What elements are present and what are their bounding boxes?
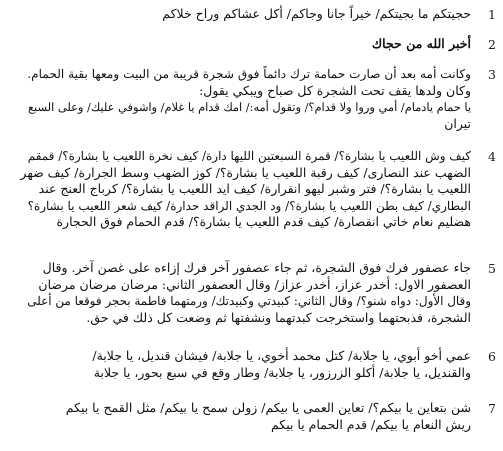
item-number: 2 [488,37,496,52]
text-line: اللعيب يا بشارة؟/ فتر وشبر ليهو انفرارة/ كيف ايد اللعيب يا بشارة؟/ كرباج العنج عند [38,181,471,197]
item-number: 3 [488,67,496,82]
text-line: العصفور الاول: أخدر عزاز، أخدر عزاز/ وقال العصفور الثاني: مرضان مرضان مرضان [38,276,471,292]
item-text [18,66,471,132]
item-number: 5 [488,261,496,276]
text-line: كيف وش اللعيب يا بشارة؟/ قمرة السبعتين الليها دارة/ كيف نخرة اللعيب يا بشارة؟/ قمقم [27,149,471,163]
item-text [18,260,471,326]
text-line: وكانت أمه بعد أن صارت حمامة ترك دائماً فوق شجرة قريبة من البيت ومعها بقية الحمام. [27,67,471,81]
text-line: الضهب عند النصارى/ كيف رقبة اللعيب يا بشارة؟/ كوز الضهب وسط الجرارة/ كيف ضهر [20,164,471,180]
item-number: 7 [488,401,496,416]
text-line: الشجرة، فذبحتهما واستخرجت كبدتهما ونشفتها ثم وضعت كل ذلك في حق. [86,309,471,325]
item-text [18,348,471,381]
text-line: عمي أخو أبوي، يا جلابة/ كتل محمد أخوي، يا جلابة/ فيشان قنديل، يا جلابة/ [92,348,471,363]
item-text [18,36,471,53]
text-line: تيران [444,115,471,131]
text-line: وكان ولدها يقف تحت الشجرة كل صباح ويبكي يقول: [199,82,471,98]
item-text [18,400,471,433]
text-line: يا حمام يادمام/ أمي وروا ولا قدام؟/ وتقول أمه:/ امك قدام يا غلام/ واشوفي عليك/ وعلى السبع [27,100,471,115]
text-line: وقال الأول: دواه شنو؟/ وقال الثاني: كبيدتي وكبيدتك/ ورمتهما فاطمة بحجر فوقعا من أعلى [27,294,471,309]
text-line: حجيتكم ما بجيتكم/ خيراً جانا وجاكم/ أكل عشاكم وراح خلاكم [162,6,471,21]
item-number: 1 [488,7,496,22]
item-number: 6 [488,349,496,364]
item-text [18,148,471,231]
text-line: شن بتعاين يا بيكم؟/ تعاين العمى يا بيكم/ زولن سمح يا بيكم/ مثل القمح يا بيكم [65,400,471,415]
text-line: جاء عصفور فرك فوق الشجرة، ثم جاء عصفور آخر فرك إزاءه على غصن آخر. وقال [42,260,471,275]
text-line: البطاري/ كيف بطن اللعيب يا بشارة؟/ ود الجدي الراقد حدارة/ كيف شعر اللعيب يا بشارة؟ [27,198,471,213]
text-line: أخبر الله من حجاك [371,36,471,51]
text-line: هضليم نعام خاتي انقصارة/ كيف قدم اللعيب يا بشارة؟/ قدم الحمام فوق الحجارة [56,214,471,230]
item-text [18,6,471,23]
text-line: ريش النعام يا بيكم/ قدم الحمام يا بيكم [270,416,471,432]
text-line: والقنديل، يا جلابة/ أكلو الزرزور، يا جلابة/ وطار وقع في سبع بحور، يا جلابة [93,364,471,380]
item-number: 4 [488,149,496,164]
